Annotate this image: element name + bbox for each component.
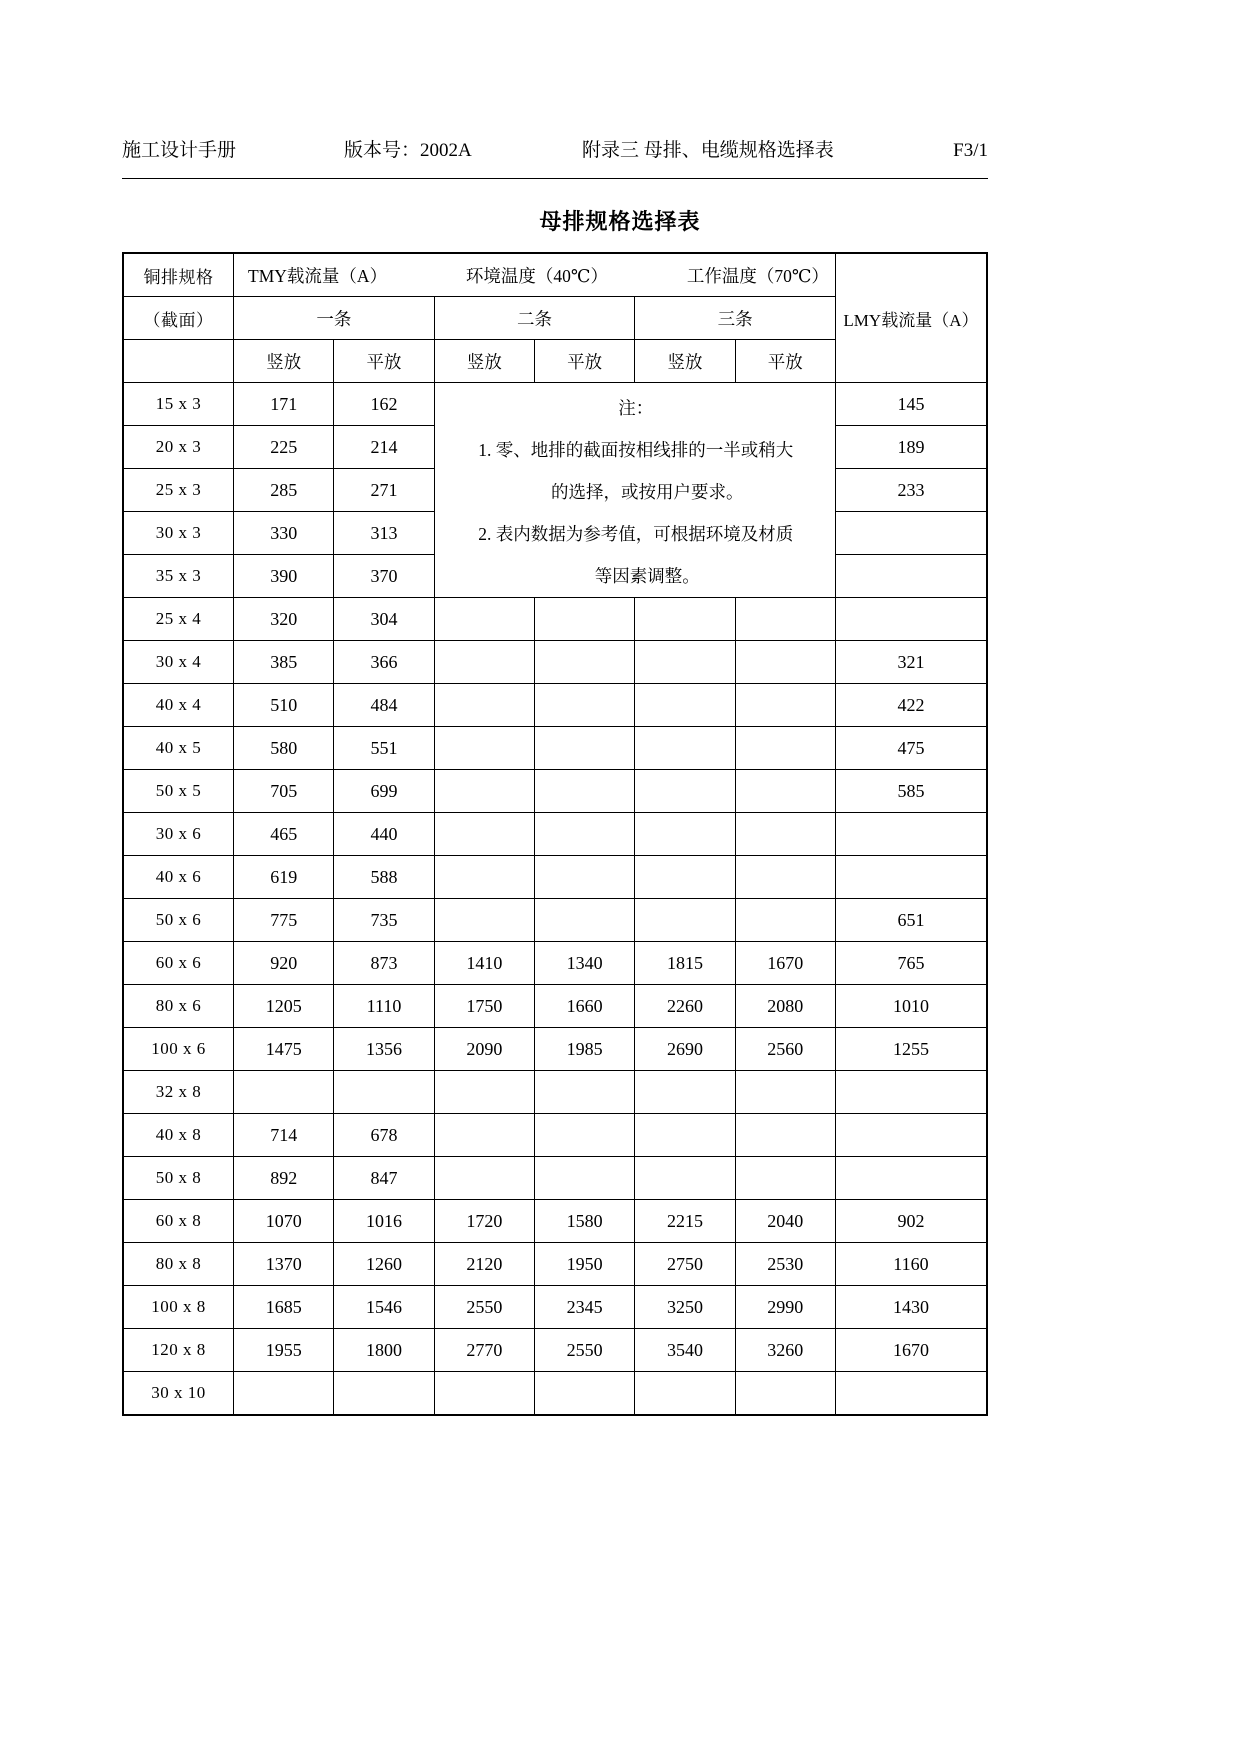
cell-two-vertical xyxy=(434,598,534,641)
spec-label-line1: 铜排规格 xyxy=(143,267,214,287)
cell-spec: 50 x 5 xyxy=(123,770,234,813)
cell-two-horizontal xyxy=(534,770,634,813)
cell-one-vertical: 1685 xyxy=(234,1286,334,1329)
cell-lmy xyxy=(835,813,987,856)
table-row xyxy=(123,1329,987,1372)
note-line-item2_line1: 2. 表内数据为参考值，可根据环境及材质 xyxy=(478,524,794,544)
manual-title: 施工设计手册 xyxy=(122,140,237,161)
cell-spec: 32 x 8 xyxy=(123,1071,234,1114)
cell-one-horizontal: 214 xyxy=(334,426,434,469)
cell-three-vertical xyxy=(635,684,735,727)
table-header-row-1 xyxy=(123,253,987,297)
header-orientation-1: 平放 xyxy=(334,340,434,383)
cell-two-horizontal xyxy=(534,598,634,641)
header-group-three: 三条 xyxy=(635,297,836,340)
cell-two-horizontal: 2345 xyxy=(534,1286,634,1329)
cell-three-horizontal xyxy=(735,856,835,899)
cell-spec: 35 x 3 xyxy=(123,555,234,598)
cell-two-vertical xyxy=(434,1157,534,1200)
cell-lmy: 765 xyxy=(835,942,987,985)
table-row xyxy=(123,899,987,942)
cell-three-horizontal: 2530 xyxy=(735,1243,835,1286)
cell-two-horizontal xyxy=(534,856,634,899)
cell-one-horizontal: 313 xyxy=(334,512,434,555)
cell-lmy xyxy=(835,555,987,598)
table-row xyxy=(123,1200,987,1243)
header-spec-label xyxy=(123,253,234,297)
notes-block xyxy=(434,383,835,598)
cell-spec: 50 x 6 xyxy=(123,899,234,942)
cell-one-horizontal: 162 xyxy=(334,383,434,426)
cell-three-vertical: 2690 xyxy=(635,1028,735,1071)
cell-lmy: 1160 xyxy=(835,1243,987,1286)
cell-two-vertical xyxy=(434,1071,534,1114)
table-row xyxy=(123,1286,987,1329)
cell-two-horizontal: 1340 xyxy=(534,942,634,985)
cell-spec: 60 x 6 xyxy=(123,942,234,985)
cell-three-horizontal: 2040 xyxy=(735,1200,835,1243)
table-row xyxy=(123,727,987,770)
cell-one-vertical xyxy=(234,1372,334,1416)
cell-three-vertical: 2215 xyxy=(635,1200,735,1243)
cell-two-horizontal: 2550 xyxy=(534,1329,634,1372)
cell-one-horizontal: 1800 xyxy=(334,1329,434,1372)
cell-one-horizontal: 484 xyxy=(334,684,434,727)
cell-three-horizontal: 2080 xyxy=(735,985,835,1028)
header-tmy-temp xyxy=(234,253,836,297)
cell-lmy: 475 xyxy=(835,727,987,770)
cell-spec: 80 x 6 xyxy=(123,985,234,1028)
cell-three-horizontal xyxy=(735,1071,835,1114)
cell-one-horizontal: 678 xyxy=(334,1114,434,1157)
cell-lmy: 1255 xyxy=(835,1028,987,1071)
cell-three-horizontal xyxy=(735,813,835,856)
cell-one-horizontal: 873 xyxy=(334,942,434,985)
cell-one-horizontal: 847 xyxy=(334,1157,434,1200)
cell-one-horizontal: 551 xyxy=(334,727,434,770)
cell-lmy: 902 xyxy=(835,1200,987,1243)
cell-spec: 30 x 6 xyxy=(123,813,234,856)
cell-one-vertical: 1955 xyxy=(234,1329,334,1372)
cell-three-vertical xyxy=(635,813,735,856)
cell-spec: 25 x 4 xyxy=(123,598,234,641)
table-body xyxy=(123,253,987,1415)
cell-three-vertical xyxy=(635,1157,735,1200)
cell-one-horizontal: 1356 xyxy=(334,1028,434,1071)
note-line-item2_line2: 等因素调整。 xyxy=(594,566,700,586)
cell-two-vertical xyxy=(434,813,534,856)
cell-one-vertical: 320 xyxy=(234,598,334,641)
cell-spec: 20 x 3 xyxy=(123,426,234,469)
cell-two-horizontal: 1950 xyxy=(534,1243,634,1286)
table-row xyxy=(123,985,987,1028)
table-row xyxy=(123,684,987,727)
cell-two-horizontal: 1580 xyxy=(534,1200,634,1243)
cell-three-horizontal: 3260 xyxy=(735,1329,835,1372)
cell-three-vertical xyxy=(635,727,735,770)
cell-three-horizontal xyxy=(735,1372,835,1416)
table-row xyxy=(123,383,987,426)
cell-two-vertical: 1750 xyxy=(434,985,534,1028)
cell-one-vertical: 225 xyxy=(234,426,334,469)
cell-one-horizontal: 1546 xyxy=(334,1286,434,1329)
cell-two-vertical xyxy=(434,684,534,727)
cell-one-vertical: 171 xyxy=(234,383,334,426)
header-group-one: 一条 xyxy=(234,297,435,340)
cell-three-horizontal xyxy=(735,770,835,813)
cell-one-vertical: 1205 xyxy=(234,985,334,1028)
cell-spec: 50 x 8 xyxy=(123,1157,234,1200)
cell-one-vertical: 920 xyxy=(234,942,334,985)
cell-two-vertical xyxy=(434,1372,534,1416)
cell-one-vertical: 1070 xyxy=(234,1200,334,1243)
cell-spec: 30 x 3 xyxy=(123,512,234,555)
cell-one-vertical: 580 xyxy=(234,727,334,770)
table-row xyxy=(123,1071,987,1114)
cell-spec: 40 x 4 xyxy=(123,684,234,727)
cell-one-vertical: 330 xyxy=(234,512,334,555)
header-orientation-3: 平放 xyxy=(534,340,634,383)
cell-lmy xyxy=(835,1372,987,1416)
cell-lmy: 422 xyxy=(835,684,987,727)
cell-two-horizontal xyxy=(534,641,634,684)
cell-spec: 100 x 8 xyxy=(123,1286,234,1329)
cell-one-horizontal: 588 xyxy=(334,856,434,899)
cell-two-horizontal xyxy=(534,813,634,856)
header-lmy-label: LMY载流量（A） xyxy=(835,253,987,383)
table-row xyxy=(123,1372,987,1416)
header-orientation-0: 竖放 xyxy=(234,340,334,383)
page-title: 母排规格选择表 xyxy=(539,209,701,234)
table-row xyxy=(123,1243,987,1286)
cell-two-horizontal xyxy=(534,684,634,727)
cell-one-horizontal: 370 xyxy=(334,555,434,598)
cell-lmy: 1430 xyxy=(835,1286,987,1329)
cell-one-vertical xyxy=(234,1071,334,1114)
cell-spec: 40 x 5 xyxy=(123,727,234,770)
page-number: F3/1 xyxy=(953,140,988,161)
cell-three-horizontal xyxy=(735,641,835,684)
cell-spec: 30 x 4 xyxy=(123,641,234,684)
busbar-spec-table-wrapper xyxy=(122,252,988,1416)
cell-one-horizontal: 304 xyxy=(334,598,434,641)
cell-two-vertical: 2770 xyxy=(434,1329,534,1372)
cell-one-vertical: 465 xyxy=(234,813,334,856)
cell-two-vertical: 1720 xyxy=(434,1200,534,1243)
cell-one-vertical: 510 xyxy=(234,684,334,727)
cell-two-horizontal xyxy=(534,1372,634,1416)
note-line-title: 注： xyxy=(618,398,654,418)
cell-three-vertical xyxy=(635,1114,735,1157)
cell-three-horizontal: 1670 xyxy=(735,942,835,985)
cell-three-vertical xyxy=(635,1071,735,1114)
cell-three-vertical xyxy=(635,598,735,641)
cell-lmy: 189 xyxy=(835,426,987,469)
table-row xyxy=(123,942,987,985)
cell-three-horizontal xyxy=(735,727,835,770)
cell-two-horizontal xyxy=(534,1071,634,1114)
cell-one-vertical: 285 xyxy=(234,469,334,512)
cell-lmy xyxy=(835,856,987,899)
cell-one-horizontal: 440 xyxy=(334,813,434,856)
cell-spec: 120 x 8 xyxy=(123,1329,234,1372)
cell-two-vertical xyxy=(434,727,534,770)
cell-one-vertical: 714 xyxy=(234,1114,334,1157)
header-orientation-4: 竖放 xyxy=(635,340,735,383)
cell-three-vertical xyxy=(635,770,735,813)
cell-three-horizontal: 2990 xyxy=(735,1286,835,1329)
cell-lmy: 233 xyxy=(835,469,987,512)
cell-one-vertical: 1370 xyxy=(234,1243,334,1286)
note-line-item1_line1: 1. 零、地排的截面按相线排的一半或稍大 xyxy=(478,440,794,460)
cell-three-vertical: 3250 xyxy=(635,1286,735,1329)
header-spec-section: （截面） xyxy=(123,297,234,340)
cell-three-vertical xyxy=(635,1372,735,1416)
cell-one-horizontal: 699 xyxy=(334,770,434,813)
table-row xyxy=(123,856,987,899)
appendix-label: 附录三 母排、电缆规格选择表 xyxy=(582,140,834,161)
cell-one-vertical: 390 xyxy=(234,555,334,598)
cell-two-vertical xyxy=(434,856,534,899)
cell-three-horizontal xyxy=(735,598,835,641)
cell-three-vertical: 1815 xyxy=(635,942,735,985)
cell-one-horizontal: 1260 xyxy=(334,1243,434,1286)
cell-lmy xyxy=(835,598,987,641)
cell-three-vertical: 2750 xyxy=(635,1243,735,1286)
version-label: 版本号：2002A xyxy=(344,140,472,161)
busbar-spec-table xyxy=(122,252,988,1416)
cell-spec: 25 x 3 xyxy=(123,469,234,512)
cell-two-vertical xyxy=(434,770,534,813)
cell-two-vertical: 1410 xyxy=(434,942,534,985)
table-row xyxy=(123,1157,987,1200)
cell-two-vertical: 2120 xyxy=(434,1243,534,1286)
cell-three-horizontal xyxy=(735,684,835,727)
cell-two-horizontal: 1660 xyxy=(534,985,634,1028)
cell-three-horizontal xyxy=(735,899,835,942)
table-row xyxy=(123,1028,987,1071)
header-orientation-5: 平放 xyxy=(735,340,835,383)
cell-three-vertical xyxy=(635,641,735,684)
cell-one-horizontal: 1110 xyxy=(334,985,434,1028)
cell-one-horizontal xyxy=(334,1372,434,1416)
cell-one-horizontal: 1016 xyxy=(334,1200,434,1243)
cell-lmy xyxy=(835,512,987,555)
header-orientation-2: 竖放 xyxy=(434,340,534,383)
cell-two-horizontal xyxy=(534,727,634,770)
cell-two-vertical: 2090 xyxy=(434,1028,534,1071)
cell-lmy: 585 xyxy=(835,770,987,813)
table-row xyxy=(123,641,987,684)
cell-lmy: 651 xyxy=(835,899,987,942)
cell-lmy: 321 xyxy=(835,641,987,684)
table-row xyxy=(123,1114,987,1157)
cell-one-horizontal: 366 xyxy=(334,641,434,684)
header-spec-blank xyxy=(123,340,234,383)
ambient-temp-label: 环境温度（40℃） xyxy=(465,265,608,286)
header-group-two: 二条 xyxy=(434,297,635,340)
cell-three-vertical: 3540 xyxy=(635,1329,735,1372)
cell-one-vertical: 1475 xyxy=(234,1028,334,1071)
cell-two-vertical xyxy=(434,641,534,684)
cell-three-horizontal: 2560 xyxy=(735,1028,835,1071)
cell-three-vertical xyxy=(635,899,735,942)
note-line-item1_line2: 的选择，或按用户要求。 xyxy=(551,482,744,502)
cell-two-horizontal xyxy=(534,899,634,942)
cell-lmy xyxy=(835,1114,987,1157)
cell-lmy: 145 xyxy=(835,383,987,426)
cell-two-horizontal xyxy=(534,1157,634,1200)
cell-three-horizontal xyxy=(735,1157,835,1200)
cell-one-vertical: 385 xyxy=(234,641,334,684)
table-row xyxy=(123,598,987,641)
table-row xyxy=(123,770,987,813)
cell-three-vertical xyxy=(635,856,735,899)
cell-one-horizontal: 271 xyxy=(334,469,434,512)
table-row xyxy=(123,813,987,856)
cell-spec: 40 x 8 xyxy=(123,1114,234,1157)
cell-spec: 30 x 10 xyxy=(123,1372,234,1416)
cell-lmy xyxy=(835,1071,987,1114)
cell-one-vertical: 775 xyxy=(234,899,334,942)
cell-two-vertical xyxy=(434,1114,534,1157)
cell-two-horizontal xyxy=(534,1114,634,1157)
cell-two-horizontal: 1985 xyxy=(534,1028,634,1071)
cell-spec: 100 x 6 xyxy=(123,1028,234,1071)
cell-one-vertical: 619 xyxy=(234,856,334,899)
cell-two-vertical: 2550 xyxy=(434,1286,534,1329)
cell-two-vertical xyxy=(434,899,534,942)
cell-lmy: 1010 xyxy=(835,985,987,1028)
cell-one-vertical: 705 xyxy=(234,770,334,813)
cell-spec: 80 x 8 xyxy=(123,1243,234,1286)
cell-three-vertical: 2260 xyxy=(635,985,735,1028)
tmy-label: TMY载流量（A） xyxy=(248,265,388,286)
cell-lmy: 1670 xyxy=(835,1329,987,1372)
cell-one-horizontal xyxy=(334,1071,434,1114)
cell-spec: 15 x 3 xyxy=(123,383,234,426)
running-header xyxy=(122,138,988,164)
working-temp-label: 工作温度（70℃） xyxy=(686,265,829,286)
cell-lmy xyxy=(835,1157,987,1200)
cell-spec: 40 x 6 xyxy=(123,856,234,899)
cell-one-vertical: 892 xyxy=(234,1157,334,1200)
cell-one-horizontal: 735 xyxy=(334,899,434,942)
cell-spec: 60 x 8 xyxy=(123,1200,234,1243)
header-rule xyxy=(122,178,988,179)
cell-three-horizontal xyxy=(735,1114,835,1157)
